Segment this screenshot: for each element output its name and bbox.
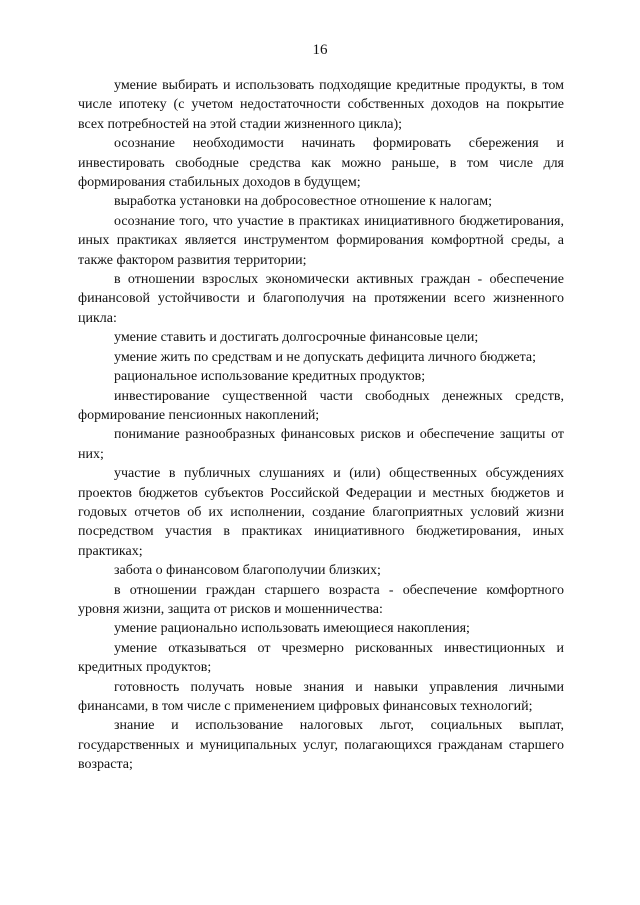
paragraph: знание и использование налоговых льгот, социальных выплат, государственных и муниципальных услуг, полагающихся гражданам старшего возраста;	[78, 718, 564, 773]
paragraph: инвестирование существенной части свободных денежных средств, формирование пенсионных накоплений;	[78, 388, 564, 423]
paragraph: выработка установки на добросовестное отношение к налогам;	[114, 194, 492, 210]
paragraph: осознание того, что участие в практиках инициативного бюджетирования, иных практиках является инструментом формирования комфортной среды, а также фактором развития территории;	[78, 213, 564, 268]
paragraph: умение рационально использовать имеющиеся накопления;	[114, 621, 470, 637]
paragraph: понимание разнообразных финансовых рисков и обеспечение защиты от них;	[78, 427, 564, 462]
paragraph: осознание необходимости начинать формировать сбережения и инвестировать свободные средства как можно раньше, в том числе для формирования стабильных доходов в будущем;	[78, 136, 564, 191]
paragraph: участие в публичных слушаниях и (или) общественных обсуждениях проектов бюджетов субъектов Российской Федерации и местных бюджетов и годовых отчетов об их исполнении, создание благоприятных условий жизни посредством участия в практиках инициативного бюджетирования, иных практиках;	[78, 466, 564, 559]
paragraph: в отношении граждан старшего возраста - обеспечение комфортного уровня жизни, защита от рисков и мошенничества:	[78, 582, 564, 617]
paragraph: рациональное использование кредитных продуктов;	[114, 369, 426, 385]
paragraph: умение жить по средствам и не допускать дефицита личного бюджета;	[114, 349, 536, 365]
paragraph: готовность получать новые знания и навыки управления личными финансами, в том числе с применением цифровых финансовых технологий;	[78, 679, 564, 714]
paragraph: забота о финансовом благополучии близких;	[114, 563, 381, 579]
document-body	[78, 76, 564, 775]
paragraph: умение выбирать и использовать подходящие кредитные продукты, в том числе ипотеку (с учетом недостаточности собственных доходов на покрытие всех потребностей на этой стадии жизненного цикла);	[78, 78, 564, 132]
page-number: 16	[312, 42, 328, 58]
paragraph: умение отказываться от чрезмерно рискованных инвестиционных и кредитных продуктов;	[78, 640, 564, 676]
paragraph: умение ставить и достигать долгосрочные финансовые цели;	[114, 330, 479, 346]
paragraph: в отношении взрослых экономически активных граждан - обеспечение финансовой устойчивости и благополучия на протяжении всего жизненного цикла:	[78, 272, 564, 326]
